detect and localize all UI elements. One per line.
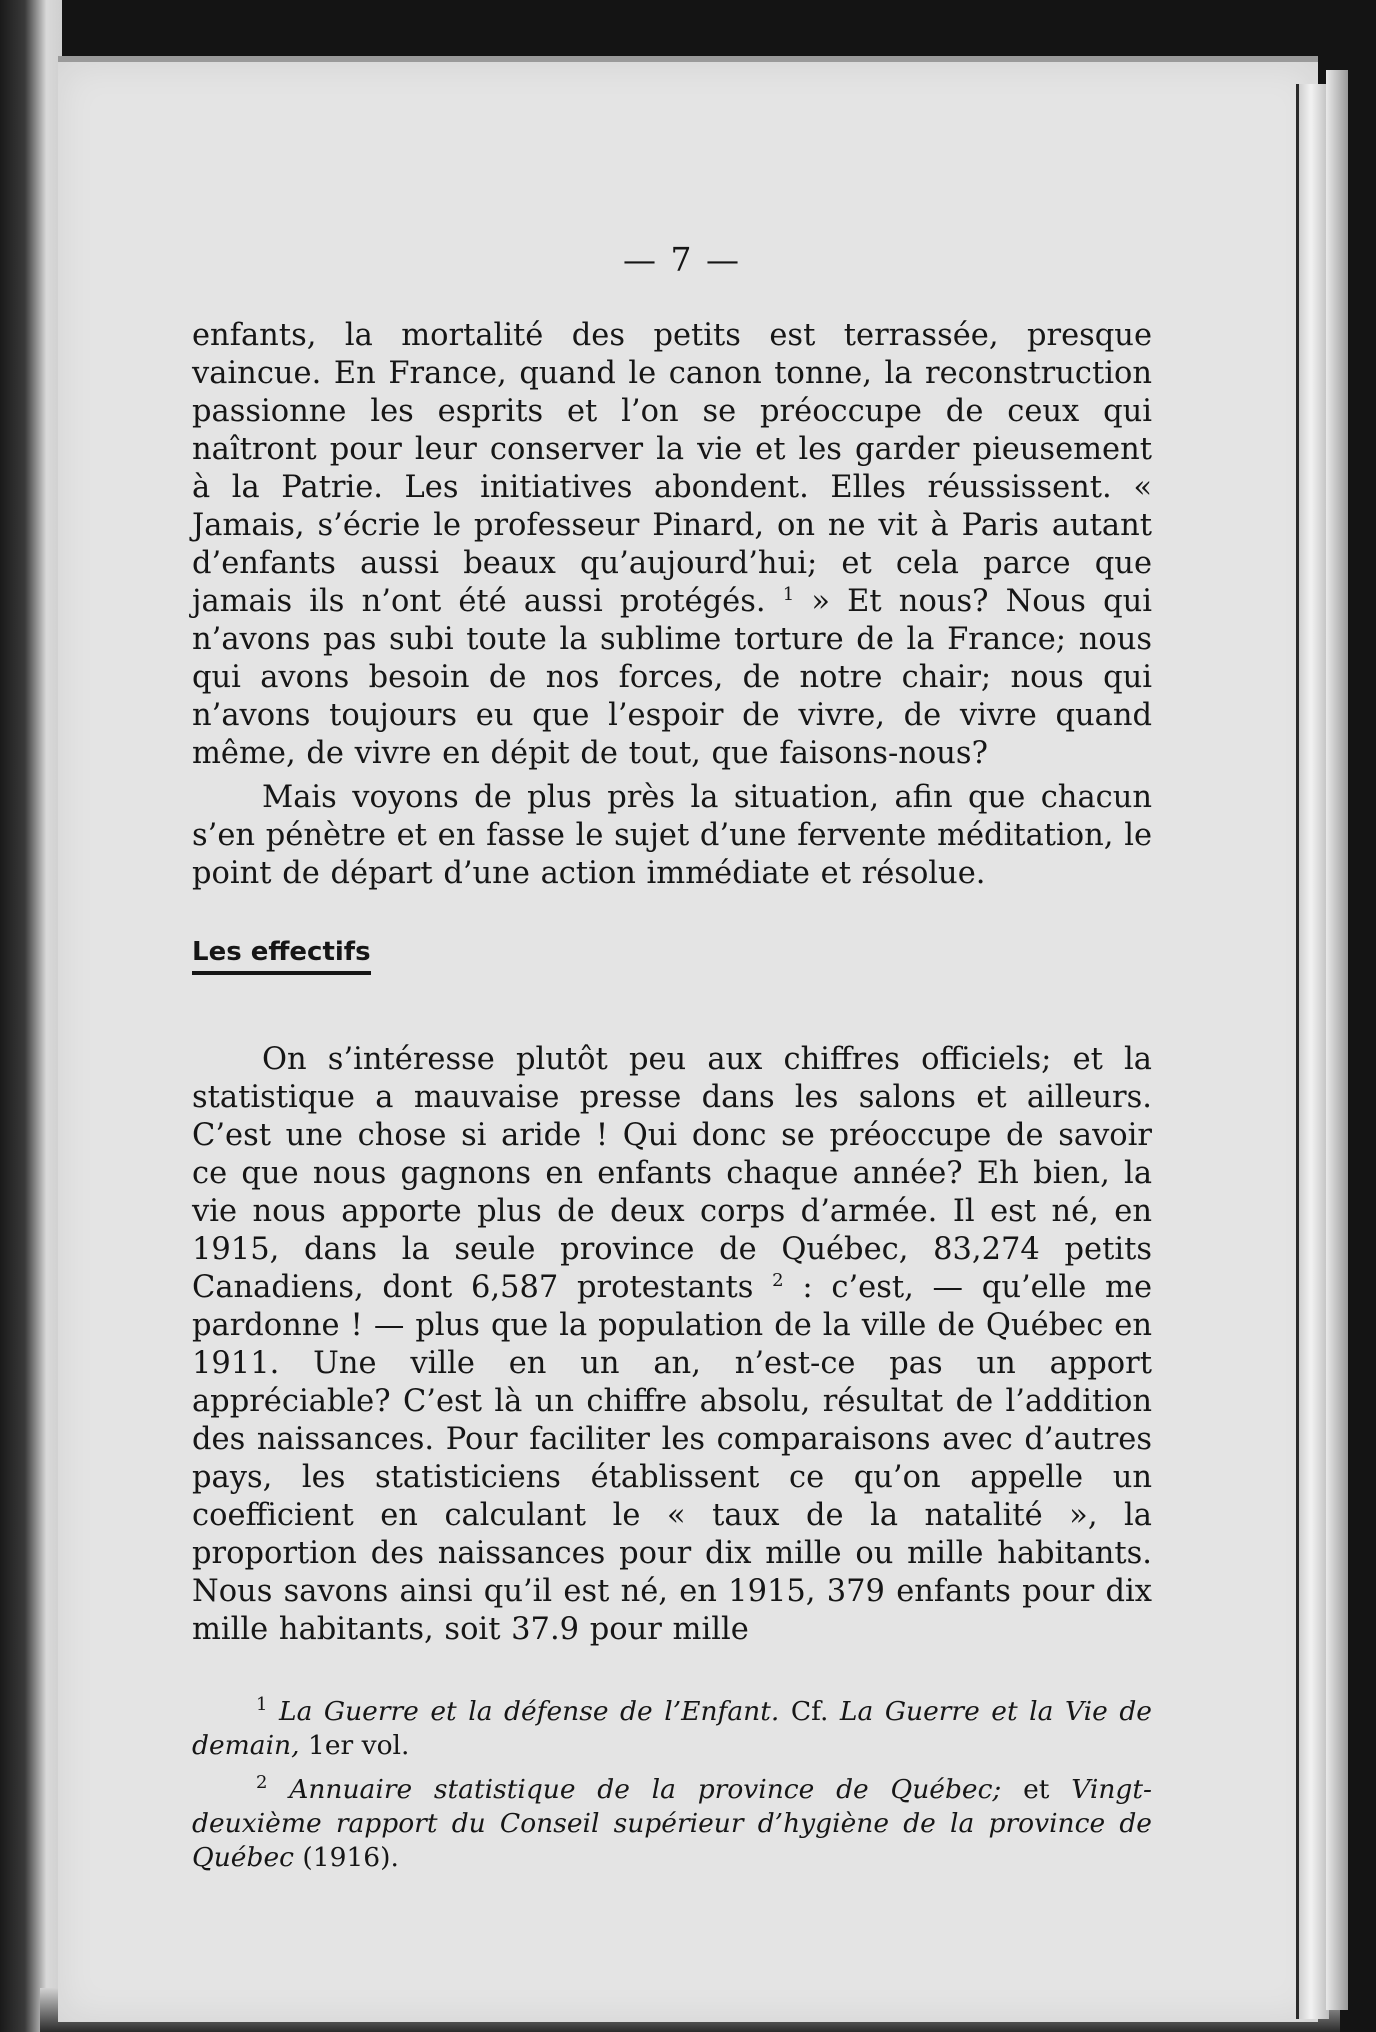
book-cover-edge <box>1326 70 1348 2010</box>
section-heading: Les effectifs <box>192 937 371 975</box>
footnote-ref-1: 1 <box>782 583 795 605</box>
book-binding-edge <box>0 0 62 2032</box>
paragraph-3-text: On s’intéresse plutôt peu aux chiffres officiels; et la statistique a mauvaise presse dans les salons et ailleurs. C’est une chose si aride ! Qui donc se préoccupe de savoir ce que nous gagnons en enfants chaque année? Eh bien, la vie nous apporte plus de deux corps d’armée. Il est né, en 1915, dans la seule province de Québec, 83,274 petits Canadiens, dont 6,587 protestants <box>192 1042 1152 1305</box>
paragraph-2: Mais voyons de plus près la situation, afin que chacun s’en pénètre et en fasse le sujet d’une fervente méditation, le point de départ d’une action immédiate et résolue. <box>192 780 1152 891</box>
footnote-1-title-2: La Guerre et la Vie de demain, <box>192 1696 1152 1761</box>
paragraph-1 <box>192 317 1152 773</box>
footnote-1-mark: 1 <box>256 1694 268 1716</box>
paragraph-1-continuation: » Et nous? Nous qui n’avons pas subi toute la sublime torture de la France; nous qui avons besoin de nos forces, de notre chair; nous qui n’avons toujours eu que l’espoir de vivre, de vivre quand même, de vivre en dépit de tout, que faisons-nous? <box>192 584 1153 771</box>
footnote-2-title-1: Annuaire statistique de la province de Québec; <box>289 1774 1002 1805</box>
footnote-1 <box>192 1695 1152 1763</box>
paragraph-3-continuation: : c’est, — qu’elle me pardonne ! — plus que la population de la ville de Québec en 1911. Une ville en un an, n’est-ce pas un apport appréciable? C’est là un chiffre absolu, résultat de l’addition des naissances. Pour faciliter les comparaisons avec d’autres pays, les statisticiens établissent ce qu’on appelle un coefficient en calculant le « taux de la natalité », la proportion des naissances pour dix mille ou mille habitants. Nous savons ainsi qu’il est né, en 1915, 379 enfants pour dix mille habitants, soit 37.9 pour mille <box>192 1270 1152 1647</box>
page-content <box>192 240 1152 1885</box>
paragraph-3 <box>192 1041 1152 1649</box>
footnote-2-title-2: Vingt-deuxième rapport du Conseil supérieur d’hygiène de la province de Québec <box>192 1774 1152 1873</box>
footnote-1-title-1: La Guerre et la défense de l’Enfant. <box>278 1696 780 1727</box>
page-number: — 7 — <box>623 240 741 279</box>
page-right-edge <box>1296 84 1329 2019</box>
footnotes <box>192 1695 1152 1875</box>
footnote-1-tail: 1er vol. <box>299 1730 410 1761</box>
footnote-2-mark: 2 <box>256 1772 268 1794</box>
footnote-2-tail: (1916). <box>293 1842 399 1873</box>
footnote-2-middle: et <box>1001 1774 1072 1805</box>
footnote-2 <box>192 1773 1152 1875</box>
footnote-ref-2: 2 <box>772 1269 784 1291</box>
paragraph-1-text: enfants, la mortalité des petits est terrassée, presque vaincue. En France, quand le canon tonne, la reconstruction passionne les esprits et l’on se préoccupe de ceux qui naîtront pour leur conserver la vie et les garder pieusement à la Patrie. Les initiatives abondent. Elles réussissent. « Jamais, s’écrie le professeur Pinard, on ne vit à Paris autant d’enfants aussi beaux qu’aujourd’hui; et cela parce que jamais ils n’ont été aussi protégés. <box>192 318 1152 619</box>
footnote-1-middle: Cf. <box>779 1696 840 1727</box>
